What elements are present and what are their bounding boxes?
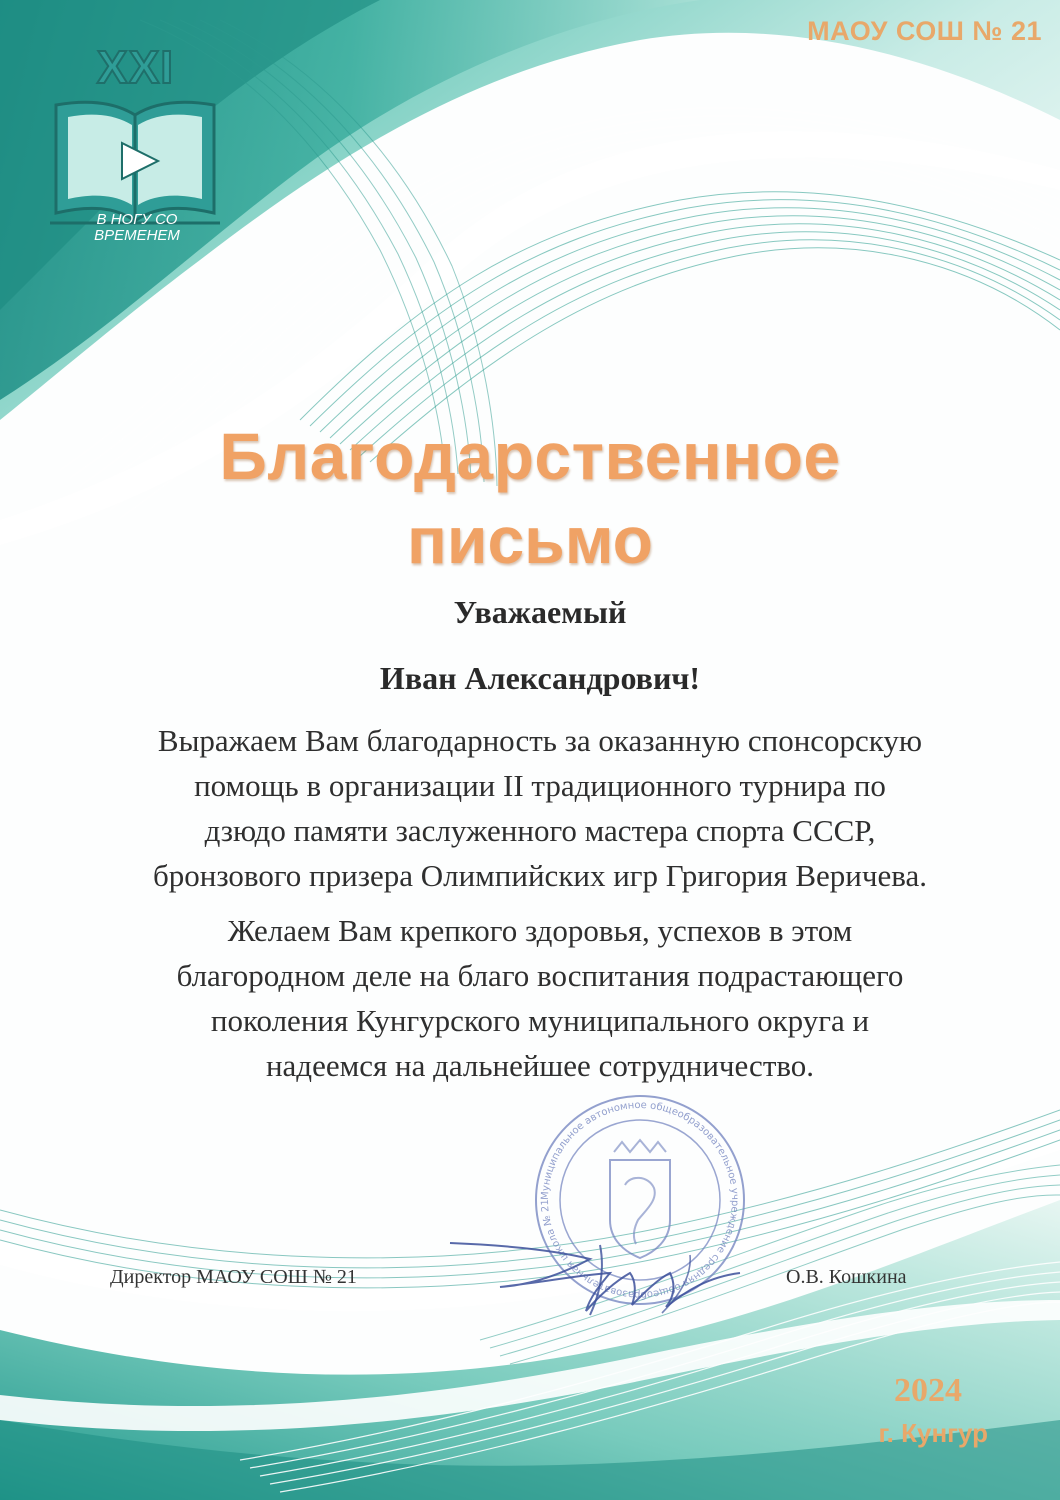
school-name-header: МАОУ СОШ № 21 (807, 16, 1042, 46)
logo-slogan-line-1: В НОГУ СО (96, 211, 178, 228)
wishes-paragraph (60, 908, 1020, 1088)
paragraph-line: надеемся на дальнейшее сотрудничество. (265, 1048, 815, 1083)
certificate-title-line-2: письмо (407, 503, 653, 577)
issue-year: 2024 (894, 1372, 962, 1409)
gratitude-paragraph (60, 718, 1020, 898)
school-logo (50, 40, 220, 260)
paragraph-line: бронзового призера Олимпийских игр Григория Веричева. (152, 858, 927, 893)
salutation-line-2: Иван Александрович! (379, 660, 701, 696)
paragraph-line: дзюдо памяти заслуженного мастера спорта СССР, (204, 813, 876, 848)
issue-city: г. Кунгур (878, 1418, 988, 1448)
paragraph-line: благородном деле на благо воспитания подрастающего (176, 958, 904, 993)
salutation-line-1: Уважаемый (453, 594, 627, 630)
director-signature (440, 1215, 760, 1325)
logo-slogan-line-2: ВРЕМЕНЕМ (94, 227, 180, 244)
certificate-title-line-1: Благодарственное (219, 419, 841, 493)
logo-roman-numeral: XXI (96, 41, 175, 93)
paragraph-line: Желаем Вам крепкого здоровья, успехов в этом (227, 913, 853, 948)
stamp-text: Муниципальное автономное общеобразовательное учреждение средняя общеобразовательная школа № 21 (539, 1099, 741, 1301)
logo-slogan (72, 212, 202, 244)
signer-name: О.В. Кошкина (786, 1266, 907, 1288)
signer-role: Директор МАОУ СОШ № 21 (110, 1266, 357, 1288)
paragraph-line: помощь в организации II традиционного турнира по (194, 768, 886, 803)
paragraph-line: поколения Кунгурского муниципального округа и (210, 1003, 870, 1038)
paragraph-line: Выражаем Вам благодарность за оказанную спонсорскую (157, 723, 923, 758)
